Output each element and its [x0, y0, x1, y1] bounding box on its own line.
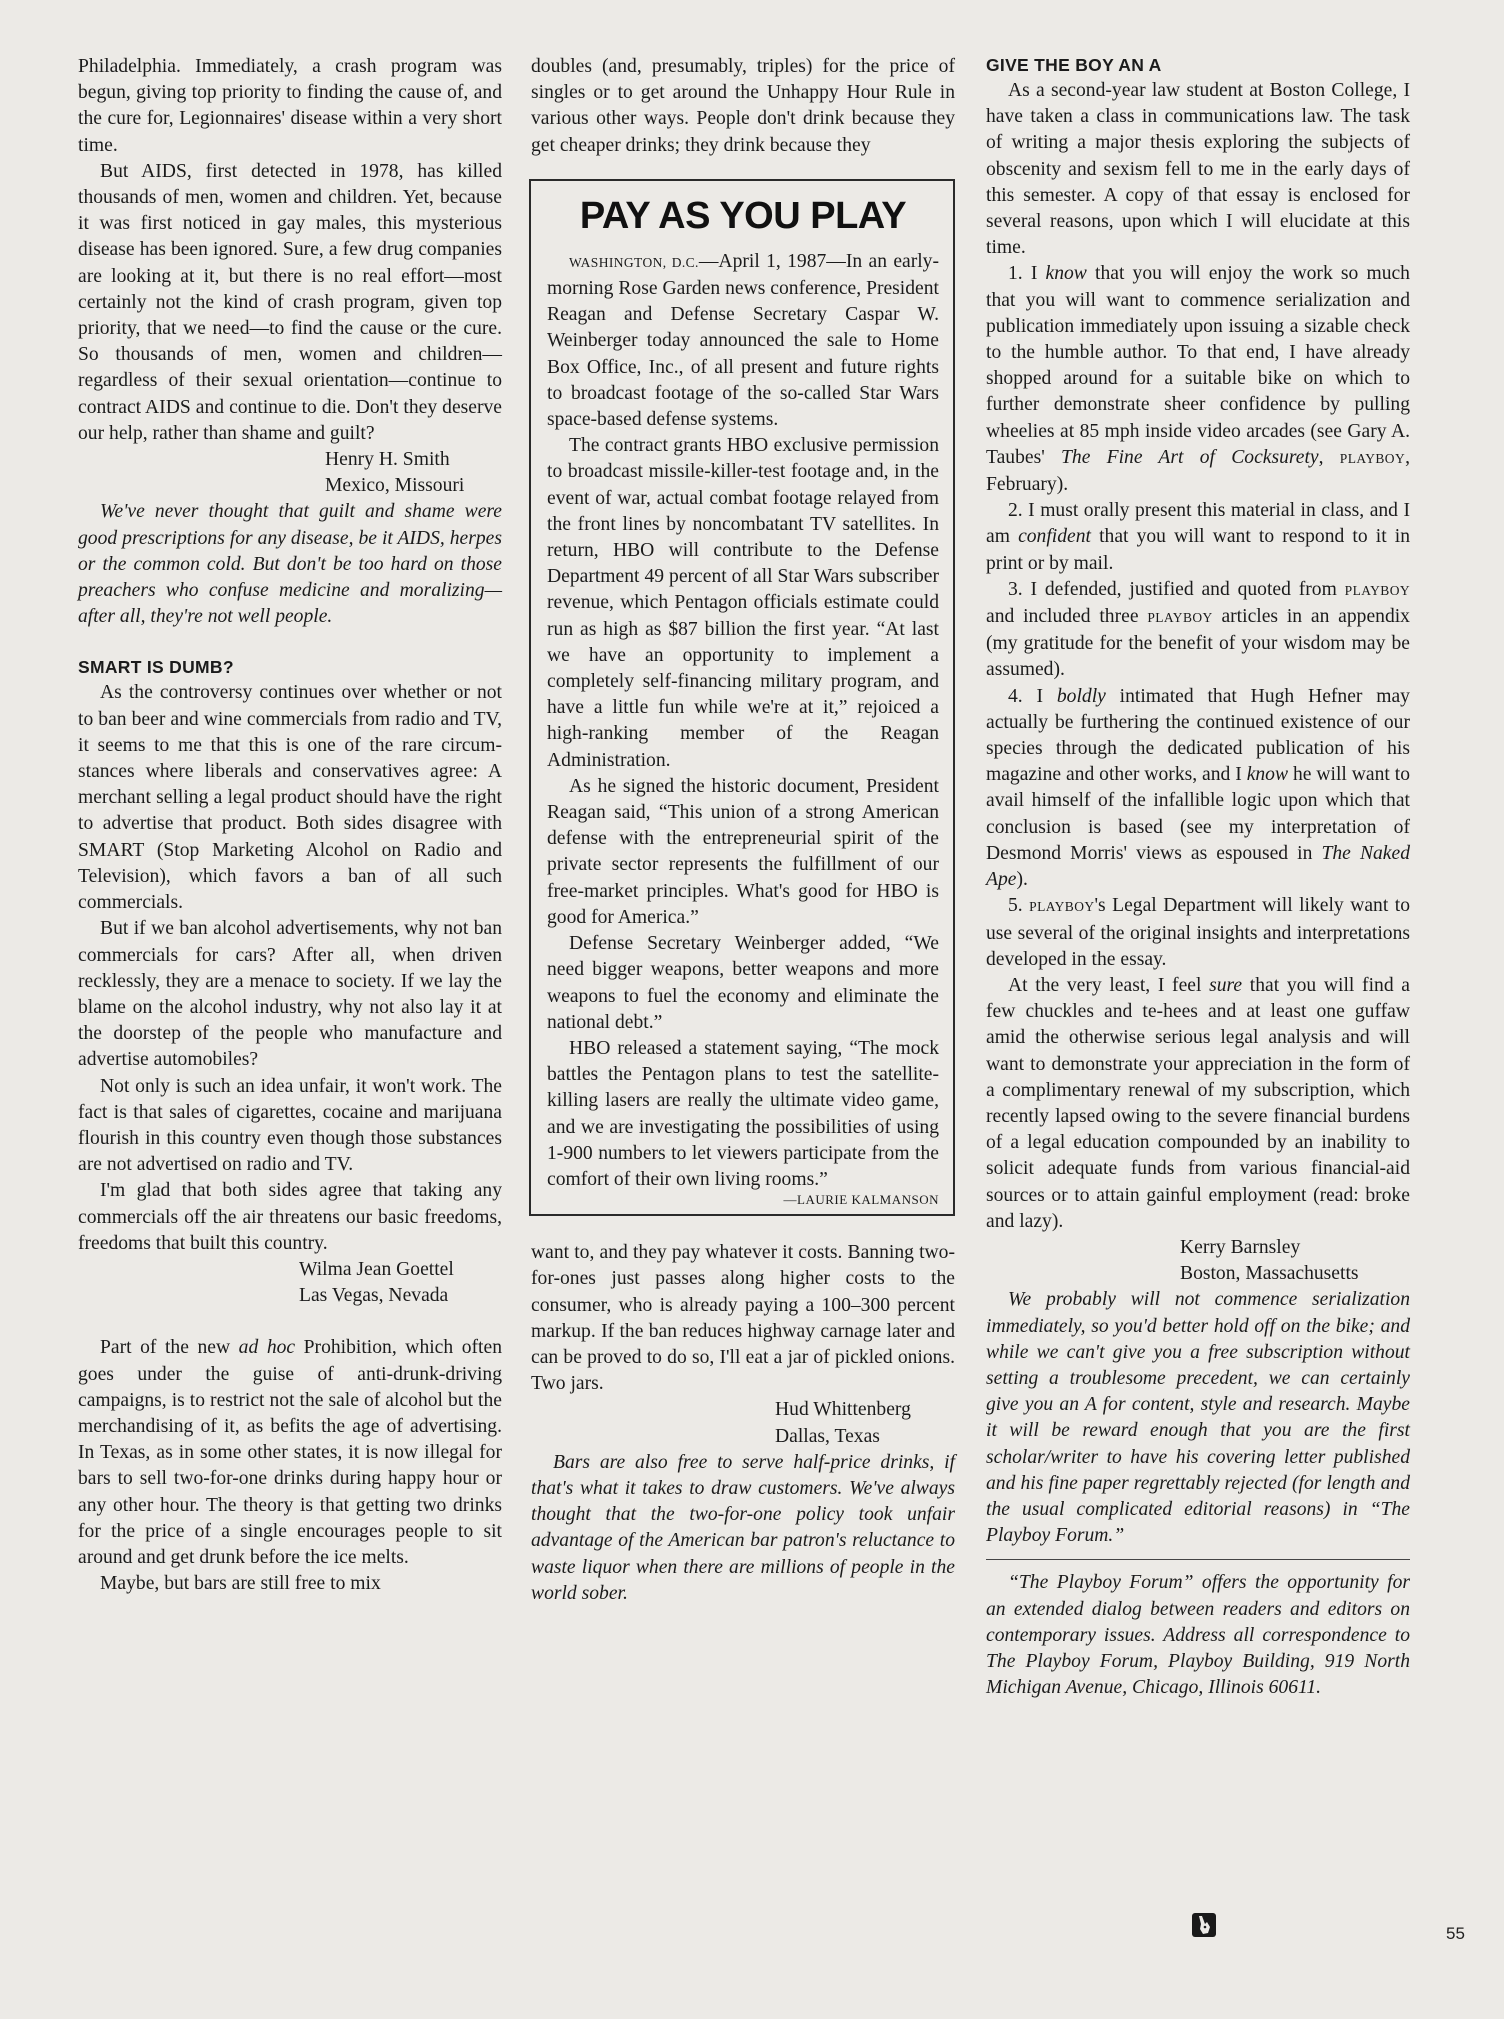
box-paragraph: HBO released a statement saying, “The mock battles the Pentagon plans to test the satellite-killing lasers are really the ultimate video game, and we are investigating the possibilities of using 1-900 numbers to let viewers participate from the comfort of their own living rooms.” — [547, 1037, 939, 1190]
section-heading-smart: SMART IS DUMB? — [78, 657, 234, 678]
prohibition-letter-paragraph: Maybe, but bars are still free to mix — [100, 1573, 381, 1595]
law-student-letter-paragraph: 3. I defended, justified and quoted from PLAYBOY and included three PLAYBOY articles in an appendix (my gratitude for the benefit of your wisdom may be assumed). — [986, 578, 1410, 681]
signer-place: Dallas, Texas — [775, 1425, 880, 1447]
signer-name: Wilma Jean Goettel — [299, 1258, 454, 1280]
signer-name: Kerry Barnsley — [1180, 1236, 1301, 1258]
box-paragraph: Defense Secretary Weinberger added, “We need bigger weapons, better weapons and more weapons to fuel the economy and eliminate the national debt.” — [547, 933, 939, 1033]
law-student-letter-paragraph: At the very least, I feel sure that you will find a few chuckles and te-hees and at least one guffaw amid the otherwise serious legal analysis and will want to demonstrate your appreciation in the form of a complimentary renewal of my subscription, which recently lapsed owing to the severe financial burdens of a legal education compounded by an inability to solicit adequate funds from various financial-aid sources or to attain gainful employment (read: broke and lazy). — [986, 974, 1410, 1232]
page-number: 55 — [1446, 1924, 1465, 1943]
dateline: WASHINGTON, D.C. — [569, 254, 699, 270]
letter-signature — [78, 447, 502, 499]
aids-letter-paragraph: Philadelphia. Immediately, a crash program was begun, giving top priority to finding the cause of, and the cure for, Legionnaires' disease within a very short time. — [78, 56, 502, 156]
law-student-letter-paragraph: 5. PLAYBOY's Legal Department will likely want to use several of the original insights and interpretations developed in the essay. — [986, 895, 1410, 970]
box-paragraph: WASHINGTON, D.C.—April 1, 1987—In an early-morning Rose Garden news conference, President Reagan and Defense Secretary Caspar W. Weinberger today announced the sale to Home Box Office, Inc., of all present and future rights to broadcast footage of the so-called Star Wars space-based defense systems. — [547, 250, 940, 431]
editor-reply: We probably will not commence serialization immediately, so you'd better hold off on the bike; and while we can't give you a free subscription without setting a troublesome precedent, we can certainly give you an A for content, style and research. Maybe it will be reward enough that you are the first scholar/writer to have his covering letter published and his fine paper regrettably rejected (for length and the usual complicated editorial reasons) in “The Playboy Forum.” — [986, 1289, 1410, 1547]
smart-letter-paragraph: I'm glad that both sides agree that taking any commercials off the air threatens our basic freedoms, freedoms that built this country. — [78, 1180, 502, 1254]
column-middle — [531, 54, 955, 1607]
signer-name: Henry H. Smith — [325, 449, 450, 471]
box-title: PAY AS YOU PLAY — [579, 194, 907, 237]
divider — [986, 1559, 1410, 1560]
prohibition-letter-paragraph: Part of the new ad hoc Prohibition, which often goes under the guise of anti-drunk-driving campaigns, is to restrict not the sale of alcohol but the merchandising of it, as befits the age of advertising. In Texas, as in some other states, it is now illegal for bars to sell two-for-one drinks during happy hour or any other hour. The theory is that getting two drinks for the price of a single encourages people to sit around and get drunk before the ice melts. — [78, 1337, 502, 1568]
continued-letter-paragraph: want to, and they pay whatever it costs. Banning two-for-ones just passes along higher costs to the consumer, who is already paying a 100–300 percent markup. If the ban reduces highway carnage later and can be proved to do so, I'll eat a jar of pickled onions. Two jars. — [531, 1242, 955, 1395]
signer-place: Las Vegas, Nevada — [299, 1285, 449, 1307]
smart-letter-paragraph: As the controversy continues over whether or not to ban beer and wine commercials from radio and TV, it seems to me that this is one of the rare circumstances where liberals and conservatives agree: A merchant selling a legal product should have the right to advertise that product. Both sides disagree with SMART (Stop Marketing Alcohol on Radio and Television), which favors a ban of all such commercials. — [78, 682, 502, 914]
editor-reply: Bars are also free to serve half-price drinks, if that's what it takes to draw customers. We've always thought that the two-for-one policy took unfair advantage of the American bar patron's reluctance to waste liquor when there are millions of people in the world sober. — [531, 1451, 955, 1604]
forum-note: “The Playboy Forum” offers the opportunity for an extended dialog between readers and editors on contemporary issues. Address all correspondence to The Playboy Forum, Playboy Building, 919 North Michigan Avenue, Chicago, Illinois 60611. — [986, 1572, 1410, 1699]
law-student-letter-paragraph: 2. I must orally present this material in class, and I am confident that you will want to respond to it in print or by mail. — [986, 500, 1410, 574]
signer-place: Boston, Massachusetts — [1180, 1263, 1359, 1285]
aids-letter-paragraph: But AIDS, first detected in 1978, has killed thousands of men, women and children. Yet, because it was first noticed in gay males, this mysterious disease has been ignored. Sure, a few drug companies are looking at it, but there is no real effort—most certainly not the kind of crash program, given top priority, that we need—to find the cause or the cure. So thousands of men, women and children—regardless of their sexual orientation—continue to contract AIDS and continue to die. Don't they deserve our help, rather than shame and guilt? — [78, 160, 502, 444]
law-student-letter-paragraph: 1. I know that you will enjoy the work so much that you will want to commence serialization and publication immediately upon issuing a sizable check to the humble author. To that end, I have already shopped around for a suitable bike on which to further demonstrate sheer confidence by pulling wheelies at 85 mph inside video arcades (see Gary A. Taubes' The Fine Art of Cocksurety, PLAYBOY, February). — [986, 263, 1411, 496]
signer-place: Mexico, Missouri — [325, 475, 465, 497]
column-left — [78, 54, 502, 1597]
box-paragraph: As he signed the historic document, President Reagan said, “This union of a strong American defense with the entrepreneurial spirit of the private sector represents the fulfillment of our free-market principles. What's good for HBO is good for America.” — [547, 775, 939, 928]
law-student-letter-paragraph: 4. I boldly intimated that Hugh Hefner may actually be furthering the continued existence of our species through the dedicated publication of his magazine and other works, and I know he will want to avail himself of the infallible logic upon which that conclusion is based (see my interpretation of Desmond Morris' views as espoused in The Naked Ape). — [986, 685, 1410, 891]
signer-name: Hud Whittenberg — [775, 1399, 911, 1421]
section-heading-give-the-boy-an-a: GIVE THE BOY AN A — [986, 55, 1162, 75]
law-student-letter-paragraph: As a second-year law student at Boston College, I have taken a class in communications law. The task of writing a major thesis exploring the subjects of obscenity and sexism fell to me in the early days of this semester. A copy of that essay is enclosed for several reasons, upon which I will elucidate at this time. — [986, 80, 1410, 259]
pay-as-you-play-box — [529, 179, 955, 1216]
continued-letter-paragraph: doubles (and, presumably, triples) for the price of singles or to get around the Unhappy Hour Rule in various other ways. People don't drink because they get cheaper drinks; they drink because they — [531, 56, 955, 156]
column-right — [986, 54, 1410, 1701]
editor-reply: We've never thought that guilt and shame were good prescriptions for any disease, be it AIDS, herpes or the common cold. But don't be too hard on those preachers who confuse medicine and moralizing—after all, they're not well people. — [78, 501, 502, 628]
smart-letter-paragraph: But if we ban alcohol advertisements, why not ban commercials for cars? After all, when driven recklessly, they are a menace to society. If we lay the blame on the alcohol industry, why not also lay it at the doorstep of the people who manufacture and advertise automobiles? — [78, 918, 502, 1071]
letter-signature — [531, 1397, 955, 1449]
box-byline: —LAURIE KALMANSON — [783, 1192, 939, 1208]
rabbit-head-icon — [1192, 1913, 1216, 1937]
box-paragraph: The contract grants HBO exclusive permission to broadcast missile-killer-test footage and, in the event of war, actual combat footage relayed from the front lines by noncombatant TV satellites. In return, HBO will contribute to the Defense Department 49 percent of all Star Wars subscriber revenue, which Pentagon officials estimate could run as high as $87 billion the first year. “At last we have an opportunity to implement a completely self-financing military program, and have a little fun while we're at it,” rejoiced a high-ranking member of the Reagan Administration. — [547, 435, 939, 771]
letter-signature — [986, 1235, 1410, 1287]
letter-signature — [78, 1257, 502, 1309]
smart-letter-paragraph: Not only is such an idea unfair, it won't work. The fact is that sales of cigarettes, cocaine and marijuana flourish in this country even though those substances are not advertised on radio and TV. — [78, 1075, 502, 1176]
